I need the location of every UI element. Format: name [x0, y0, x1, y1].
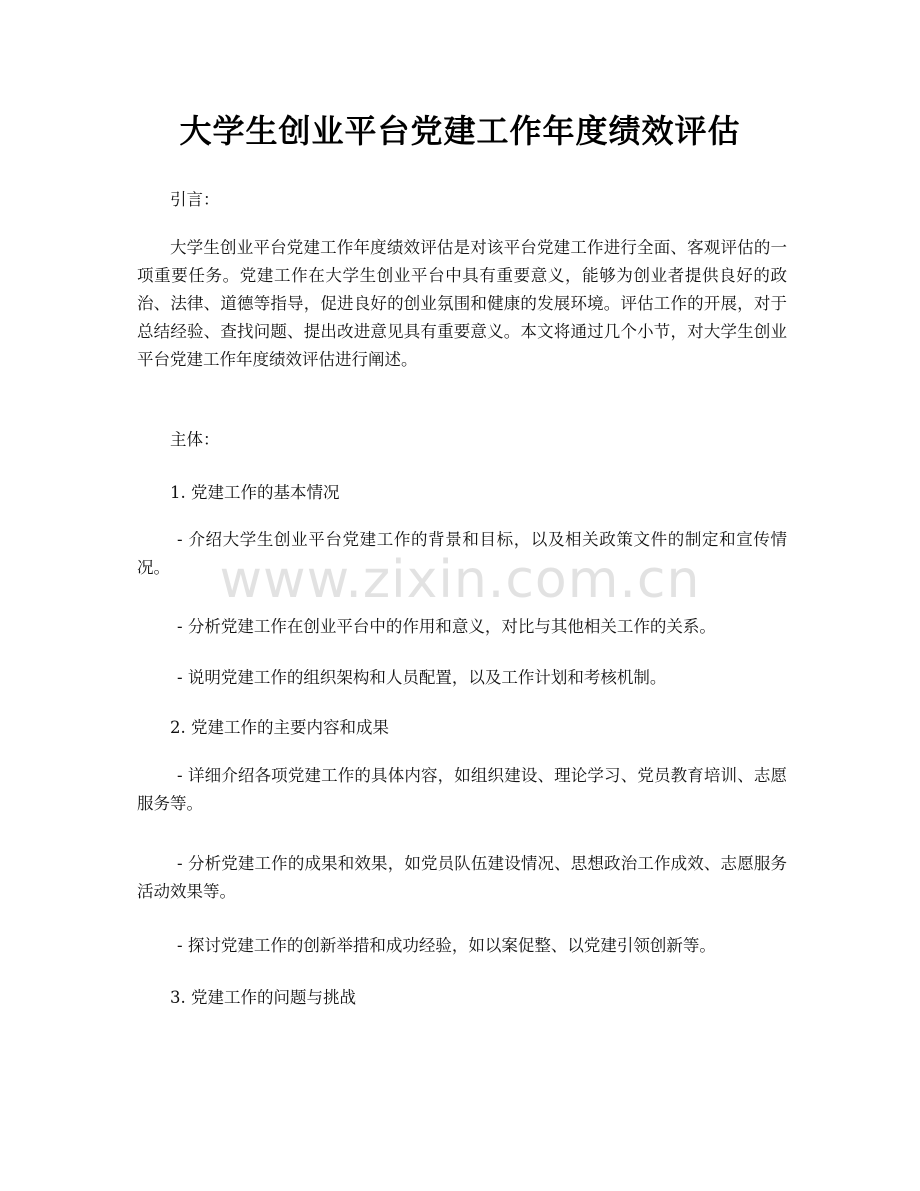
- section-heading: 2. 党建工作的主要内容和成果: [170, 718, 389, 737]
- section-heading: 3. 党建工作的问题与挑战: [170, 988, 356, 1007]
- section-bullet: - 详细介绍各项党建工作的具体内容，如组织建设、理论学习、党员教育培训、志愿服务等。: [137, 766, 787, 813]
- section-heading: 1. 党建工作的基本情况: [170, 483, 340, 502]
- watermark-text: www.zixin.com.cn: [219, 550, 701, 610]
- section-bullet: - 说明党建工作的组织架构和人员配置，以及工作计划和考核机制。: [177, 668, 667, 687]
- intro-paragraph: 大学生创业平台党建工作年度绩效评估是对该平台党建工作进行全面、客观评估的一项重要任务。党建工作在大学生创业平台中具有重要意义，能够为创业者提供良好的政治、法律、道德等指导，促进良好的创业氛围和健康的发展环境。评估工作的开展，对于总结经验、查找问题、提出改进意见具有重要意义。本文将通过几个小节，对大学生创业平台党建工作年度绩效评估进行阐述。: [137, 238, 787, 369]
- body-label: 主体：: [170, 430, 220, 449]
- section-bullet: - 介绍大学生创业平台党建工作的背景和目标，以及相关政策文件的制定和宣传情况。: [137, 530, 787, 577]
- document-title: 大学生创业平台党建工作年度绩效评估: [179, 112, 741, 150]
- intro-label: 引言：: [170, 190, 220, 209]
- section-bullet: - 探讨党建工作的创新举措和成功经验，如以案促整、以党建引领创新等。: [177, 936, 716, 955]
- section-bullet: - 分析党建工作的成果和效果，如党员队伍建设情况、思想政治工作成效、志愿服务活动效果等。: [137, 854, 787, 901]
- section-bullet: - 分析党建工作在创业平台中的作用和意义，对比与其他相关工作的关系。: [177, 617, 716, 636]
